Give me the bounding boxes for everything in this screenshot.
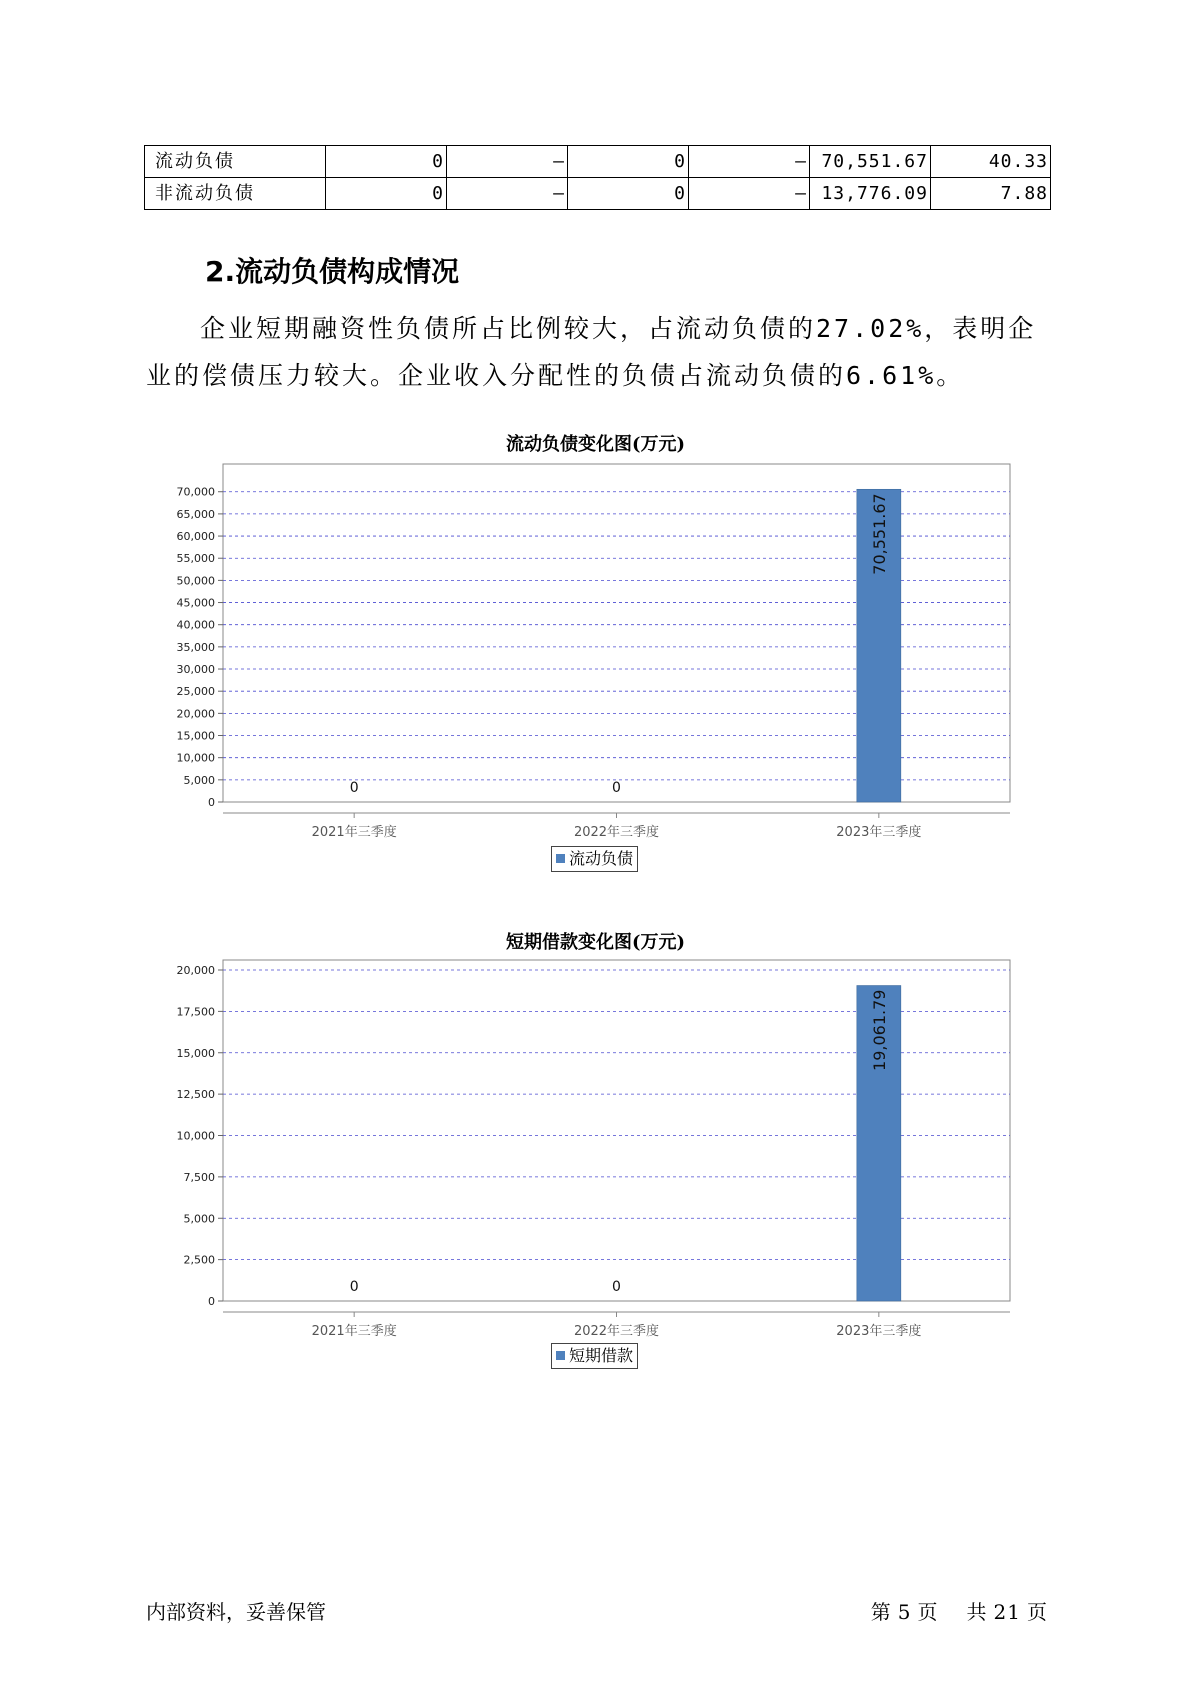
table-cell: – — [689, 146, 810, 178]
row-label: 流动负债 — [145, 146, 326, 178]
y-tick-label: 17,500 — [176, 1005, 215, 1019]
y-tick-label: 15,000 — [176, 729, 215, 743]
chart-legend — [551, 1343, 638, 1369]
y-tick-label: 55,000 — [176, 552, 215, 566]
chart-title: 流动负债变化图(万元) — [505, 434, 686, 455]
row-label: 非流动负债 — [145, 178, 326, 210]
y-tick-label: 45,000 — [176, 596, 215, 610]
section-paragraph — [146, 305, 1052, 399]
x-tick-label: 2021年三季度 — [311, 825, 397, 840]
table-row — [145, 146, 1051, 178]
total-pages: 21 — [993, 1600, 1021, 1624]
table-cell: 13,776.09 — [810, 178, 931, 210]
y-tick-label: 20,000 — [176, 707, 215, 721]
section-heading: 2.流动负债构成情况 — [205, 255, 460, 288]
y-tick-label: 10,000 — [176, 1129, 215, 1143]
total-prefix: 共 — [966, 1600, 988, 1624]
table-cell: 7.88 — [931, 178, 1051, 210]
y-tick-label: 0 — [208, 1295, 215, 1308]
data-label: 0 — [349, 780, 359, 796]
y-tick-label: 40,000 — [176, 618, 215, 632]
y-tick-label: 5,000 — [183, 1212, 215, 1226]
legend-label: 短期借款 — [569, 1346, 634, 1365]
table-cell: 0 — [326, 146, 447, 178]
footer-page-info — [868, 1596, 1051, 1625]
paragraph-text: 企业短期融资性负债所占比例较大，占流动负债的27.02%，表明企业的偿债压力较大。企业收入分配性的负债占流动负债的6.61%。 — [146, 314, 1037, 390]
y-tick-label: 35,000 — [176, 640, 215, 654]
legend-swatch — [556, 854, 565, 863]
total-suffix: 页 — [1027, 1600, 1048, 1624]
page-suffix: 页 — [917, 1600, 939, 1624]
y-tick-label: 0 — [208, 796, 215, 809]
current-liabilities-chart — [0, 460, 1191, 840]
page-number: 5 — [897, 1600, 912, 1624]
footer-confidential: 内部资料，妥善保管 — [146, 1600, 326, 1624]
table-cell: – — [447, 178, 568, 210]
data-label: 19,061.79 — [869, 989, 889, 1071]
x-tick-label: 2023年三季度 — [836, 825, 922, 840]
y-tick-label: 25,000 — [176, 685, 215, 699]
x-tick-label: 2022年三季度 — [573, 825, 660, 840]
data-label: 0 — [612, 780, 621, 796]
x-tick-label: 2022年三季度 — [573, 1324, 660, 1338]
table-cell: 70,551.67 — [810, 146, 931, 178]
y-tick-label: 2,500 — [183, 1253, 215, 1267]
y-tick-label: 5,000 — [183, 773, 215, 787]
y-tick-label: 20,000 — [176, 964, 215, 977]
page-prefix: 第 — [870, 1600, 892, 1624]
y-tick-label: 65,000 — [176, 507, 215, 521]
table-cell: 40.33 — [931, 146, 1051, 178]
x-tick-label: 2021年三季度 — [311, 1324, 397, 1338]
y-tick-label: 50,000 — [176, 574, 215, 588]
y-tick-label: 70,000 — [176, 485, 215, 499]
y-tick-label: 30,000 — [176, 663, 215, 677]
table-cell: – — [689, 178, 810, 210]
y-tick-label: 12,500 — [176, 1088, 215, 1102]
legend-swatch — [556, 1351, 565, 1360]
chart-legend — [551, 846, 638, 872]
short-term-loans-chart — [0, 958, 1191, 1338]
data-label: 0 — [612, 1279, 621, 1295]
chart-title: 短期借款变化图(万元) — [505, 932, 686, 953]
y-tick-label: 10,000 — [176, 751, 215, 765]
table-row — [145, 178, 1051, 210]
y-tick-label: 60,000 — [176, 530, 215, 544]
table-cell: 0 — [568, 178, 689, 210]
data-label: 0 — [349, 1279, 359, 1295]
table-cell: – — [447, 146, 568, 178]
y-tick-label: 7,500 — [183, 1170, 215, 1184]
liability-table — [144, 145, 1051, 210]
table-cell: 0 — [326, 178, 447, 210]
y-tick-label: 15,000 — [176, 1046, 215, 1060]
legend-label: 流动负债 — [569, 849, 634, 868]
x-tick-label: 2023年三季度 — [836, 1324, 922, 1338]
table-cell: 0 — [568, 146, 689, 178]
data-label: 70,551.67 — [869, 493, 889, 575]
